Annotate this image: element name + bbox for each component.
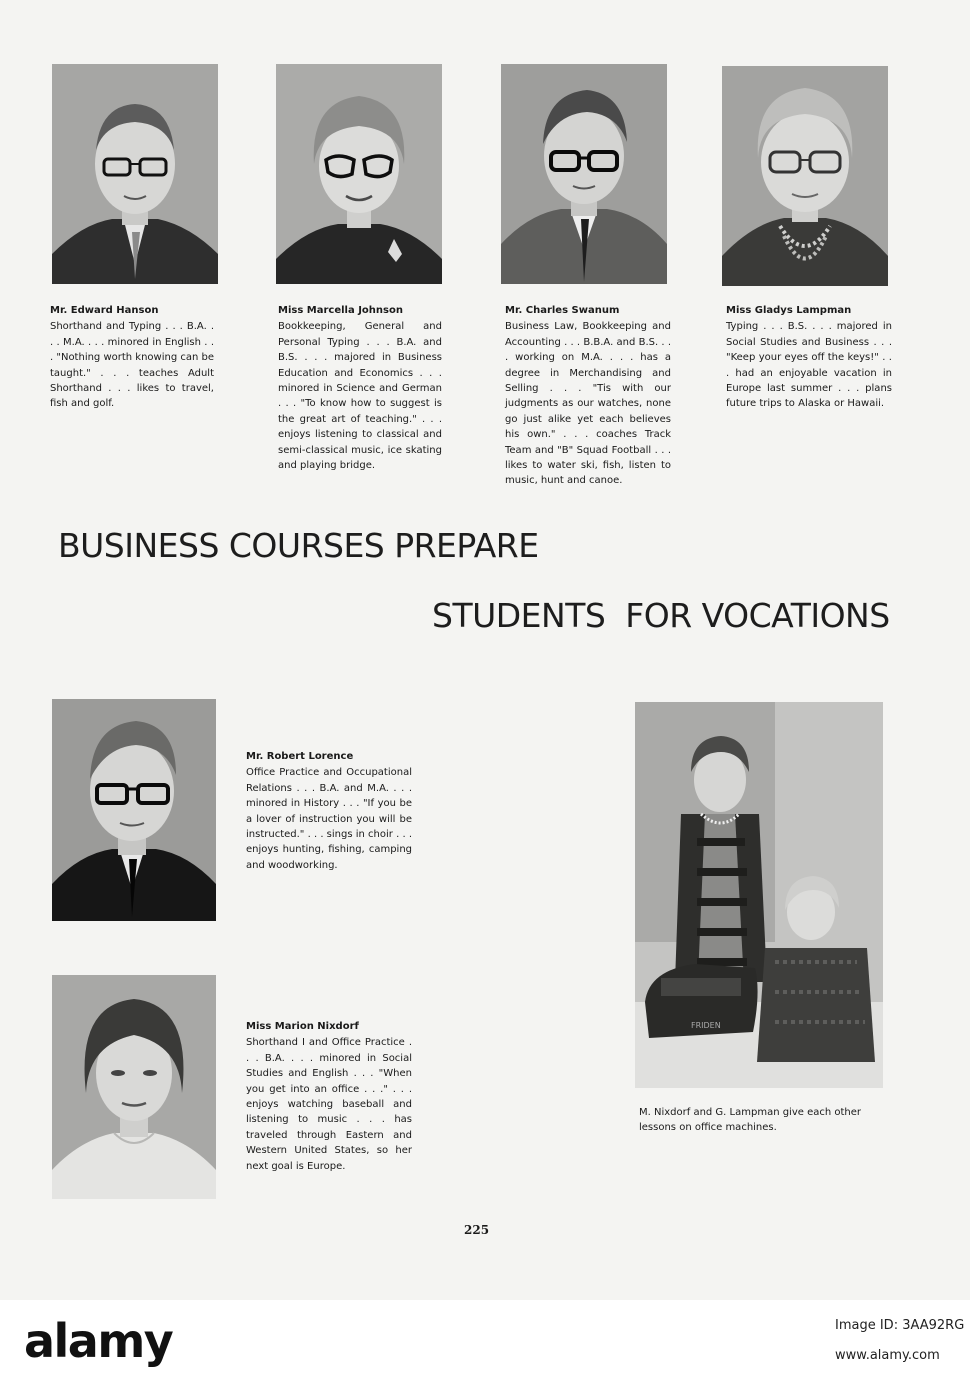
alamy-logo: alamy	[24, 1314, 173, 1368]
faculty-bio: Office Practice and Occupational Relations . . . B.A. and M.A. . . . minored in History . . . "If you be a lover of instruction you will be instructed." . . . sings in choir . . . enjoys hunting, fishing, camping and woodworking.	[246, 767, 412, 871]
faculty-name: Miss Gladys Lampman	[726, 305, 852, 316]
bio-robert-lorence	[246, 749, 412, 873]
faculty-bio: Shorthand I and Office Practice . . . B.A. . . . minored in Social Studies and English . . . "When you get into an office . . ." . . . enjoys watching baseball and listening to music . . . has traveled through Eastern and Western United States, so her next goal is Europe.	[246, 1037, 412, 1172]
portrait-marion-nixdorf	[52, 975, 216, 1199]
faculty-bio: Bookkeeping, General and Personal Typing . . . B.A. and B.S. . . . majored in Business Education and Economics . . . minored in Science and German . . . "To know how to suggest is the great art of teaching." . . . enjoys listening to classical and semi-classical music, ice skating and playing bridge.	[278, 321, 442, 472]
faculty-name: Mr. Charles Swanum	[505, 305, 620, 316]
machine-brand-label: FRIDEN	[691, 1021, 721, 1030]
portrait-charles-swanum	[501, 64, 667, 284]
stock-footer-bar	[0, 1300, 970, 1390]
faculty-name: Miss Marcella Johnson	[278, 305, 403, 316]
faculty-name: Mr. Edward Hanson	[50, 305, 159, 316]
group-photo-office-machines	[635, 702, 883, 1088]
faculty-bio: Business Law, Bookkeeping and Accounting . . . B.B.A. and B.S. . . . working on M.A. . . . has a degree in Merchandising and Selling . . . "Tis with our judgments as our watches, none go just alike yet each believes his own." . . . coaches Track Team and "B" Squad Football . . . likes to water ski, fish, listen to music, hunt and canoe.	[505, 321, 671, 487]
footer-url-label: www.alamy.com	[835, 1348, 940, 1363]
portrait-edward-hanson	[52, 64, 218, 284]
faculty-bio: Typing . . . B.S. . . . majored in Social Studies and Business . . . "Keep your eyes off the keys!" . . . had an enjoyable vacation in Europe last summer . . . plans future trips to Alaska or Hawaii.	[726, 321, 892, 410]
bio-marion-nixdorf	[246, 1019, 412, 1174]
headline-line-2: STUDENTS FOR VOCATIONS	[432, 596, 890, 635]
faculty-name: Mr. Robert Lorence	[246, 751, 354, 762]
bio-gladys-lampman	[726, 303, 892, 412]
headline-line-1: BUSINESS COURSES PREPARE	[58, 526, 539, 565]
portrait-gladys-lampman	[722, 66, 888, 286]
faculty-bio: Shorthand and Typing . . . B.A. . . . M.A. . . . minored in English . . . "Nothing worth knowing can be taught." . . . teaches Adult Shorthand . . . likes to travel, fish and golf.	[50, 321, 215, 410]
page-number: 225	[464, 1223, 490, 1237]
bio-charles-swanum	[505, 303, 671, 489]
portrait-robert-lorence	[52, 699, 216, 921]
portrait-marcella-johnson	[276, 64, 442, 284]
image-id-label: Image ID: 3AA92RG	[835, 1318, 965, 1333]
bio-marcella-johnson	[278, 303, 442, 473]
faculty-name: Miss Marion Nixdorf	[246, 1021, 359, 1032]
bio-edward-hanson	[50, 303, 214, 412]
group-photo-caption: M. Nixdorf and G. Lampman give each other lessons on office machines.	[639, 1107, 862, 1133]
